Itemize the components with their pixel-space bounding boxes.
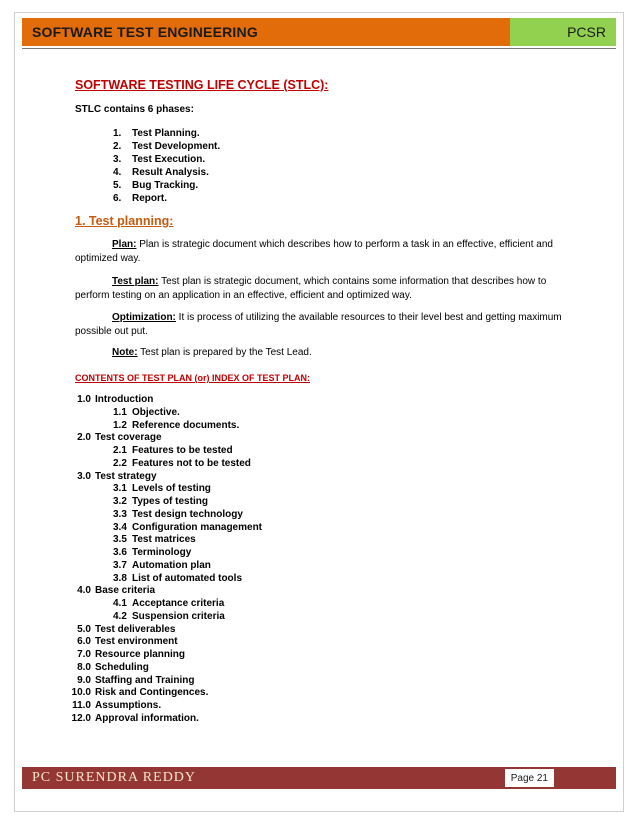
contents-number: 2.1 — [113, 445, 127, 456]
phase-number: 5. — [113, 180, 122, 191]
contents-subitem: Acceptance criteria — [132, 598, 225, 609]
contents-number: 2.2 — [113, 457, 127, 469]
contents-number: 4.0 — [77, 585, 91, 597]
definition-term: Test plan: — [112, 276, 159, 287]
contents-item: Test environment — [95, 636, 178, 648]
contents-number: 3.4 — [113, 521, 127, 533]
contents-item: Resource planning — [95, 649, 186, 660]
document-title: SOFTWARE TESTING LIFE CYCLE (STLC): — [75, 78, 329, 92]
contents-subitem: Objective. — [132, 406, 180, 418]
contents-subitem: Features to be tested — [132, 445, 233, 456]
contents-number: 4.1 — [113, 598, 127, 609]
contents-item: Introduction — [95, 394, 154, 405]
phase-item: Report. — [132, 193, 167, 204]
contents-subitem: Reference documents. — [132, 419, 240, 431]
contents-subitem: Configuration management — [132, 521, 263, 533]
contents-subitem: Test design technology — [132, 508, 243, 520]
phase-number: 4. — [113, 167, 122, 178]
contents-number: 3.2 — [113, 496, 127, 507]
definition-test-plan — [75, 275, 570, 303]
contents-number: 5.0 — [77, 623, 91, 635]
contents-item: Test strategy — [95, 470, 157, 482]
contents-subitem: Terminology — [132, 547, 192, 558]
definition-optimization — [75, 311, 570, 339]
contents-number: 12.0 — [71, 712, 91, 724]
contents-number: 3.8 — [113, 572, 127, 584]
header-rule — [22, 48, 616, 49]
contents-subitem: List of automated tools — [132, 572, 242, 584]
phase-item: Test Development. — [132, 141, 221, 152]
contents-number: 9.0 — [77, 674, 91, 686]
contents-item: Assumptions. — [95, 700, 162, 711]
header-tag: PCSR — [510, 18, 616, 46]
contents-item: Risk and Contingences. — [95, 687, 209, 699]
contents-number: 4.2 — [113, 610, 127, 622]
definition-term: Optimization: — [112, 312, 176, 323]
contents-number: 10.0 — [71, 687, 91, 699]
contents-number: 1.2 — [113, 419, 127, 431]
phase-number: 6. — [113, 193, 122, 204]
contents-subitem: Automation plan — [132, 559, 211, 571]
definition-text: It is process of utilizing the available resources to their level best and getting maximum possible out put. — [75, 312, 562, 337]
phase-number: 1. — [113, 128, 122, 139]
contents-number: 6.0 — [77, 636, 91, 648]
section-title: 1. Test planning: — [75, 214, 174, 228]
phase-item: Test Execution. — [132, 154, 206, 165]
contents-item: Test deliverables — [95, 623, 176, 635]
contents-number: 7.0 — [77, 649, 91, 660]
contents-number: 11.0 — [72, 700, 91, 711]
stlc-intro: STLC contains 6 phases: — [75, 104, 194, 115]
page-number: Page 21 — [505, 769, 554, 787]
phase-number: 3. — [113, 154, 122, 165]
footer-author: PC SURENDRA REDDY — [32, 770, 197, 785]
contents-number: 1.0 — [77, 394, 91, 405]
contents-subitem: Types of testing — [132, 496, 208, 507]
contents-item: Staffing and Training — [95, 674, 195, 686]
page-footer — [22, 767, 616, 789]
contents-number: 3.6 — [113, 547, 127, 558]
contents-subitem: Levels of testing — [132, 483, 211, 495]
definition-term: Plan: — [112, 239, 137, 250]
contents-number: 2.0 — [77, 432, 91, 444]
contents-number: 1.1 — [113, 406, 127, 418]
contents-item: Approval information. — [95, 712, 199, 724]
contents-number: 3.7 — [113, 559, 127, 571]
contents-number: 3.0 — [77, 470, 91, 482]
phase-item: Bug Tracking. — [132, 180, 199, 191]
contents-number: 3.1 — [113, 483, 127, 495]
contents-number: 3.5 — [113, 534, 127, 546]
contents-subitem: Suspension criteria — [132, 610, 225, 622]
phase-item: Test Planning. — [132, 128, 200, 139]
phase-number: 2. — [113, 141, 122, 152]
contents-item: Test coverage — [95, 432, 162, 444]
contents-number: 3.3 — [113, 508, 127, 520]
contents-subitem: Test matrices — [132, 534, 196, 546]
contents-title: CONTENTS OF TEST PLAN (or) INDEX OF TEST PLAN: — [75, 373, 310, 383]
contents-item: Base criteria — [95, 585, 156, 597]
definition-term: Note: — [112, 347, 138, 358]
header-title: SOFTWARE TEST ENGINEERING — [22, 18, 510, 46]
definition-plan — [75, 238, 570, 266]
contents-item: Scheduling — [95, 661, 149, 673]
page-header — [22, 18, 616, 46]
definition-text: Test plan is strategic document, which contains some information that describes how to perform testing on an application in an effective, efficient and optimized way. — [75, 276, 547, 301]
contents-subitem: Features not to be tested — [132, 457, 251, 469]
contents-number: 8.0 — [77, 661, 91, 673]
definition-note — [75, 346, 570, 360]
definition-text: Plan is strategic document which describes how to perform a task in an effective, efficient and optimized way. — [75, 239, 553, 264]
definition-text: Test plan is prepared by the Test Lead. — [137, 347, 312, 358]
phase-item: Result Analysis. — [132, 167, 209, 178]
